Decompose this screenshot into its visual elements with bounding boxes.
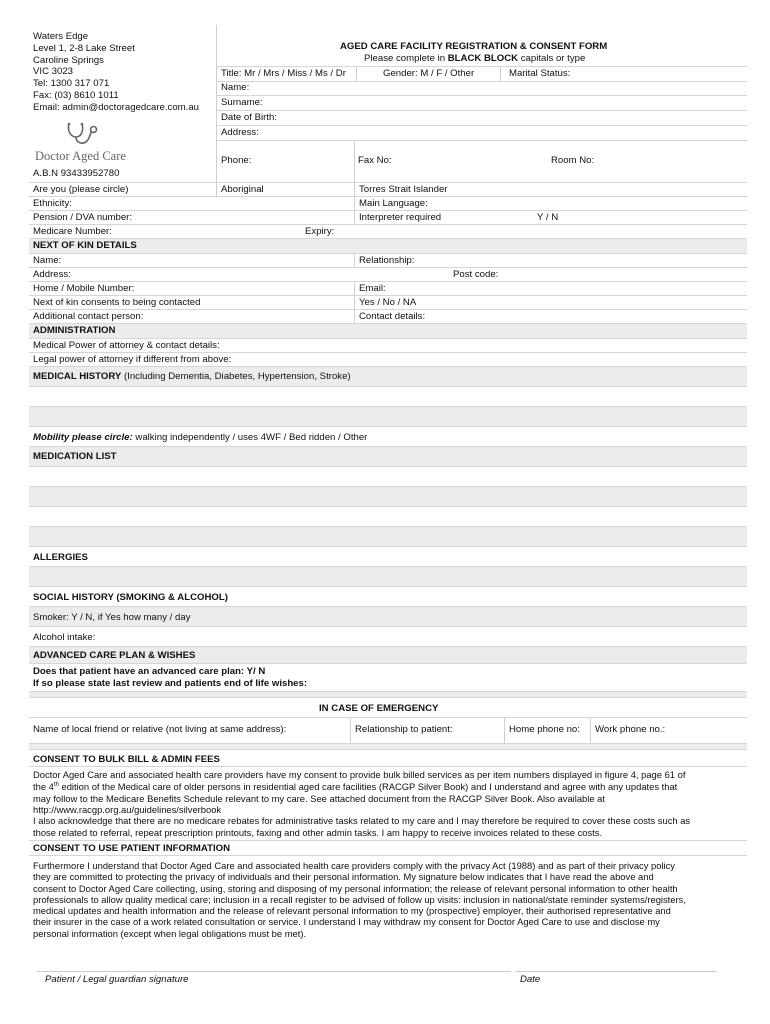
address-line: VIC 3023 [33,66,74,78]
logo-text: Doctor Aged Care [35,149,126,163]
address-line: Level 1, 2-8 Lake Street [33,42,135,54]
nok-postcode-field[interactable]: Post code: [453,269,499,280]
medical-history-heading: MEDICAL HISTORY (Including Dementia, Diabetes, Hypertension, Stroke) [33,371,351,382]
nok-consent-label: Next of kin consents to being contacted [33,297,201,308]
silverbook-link[interactable]: http://www.racgp.org.au/guidelines/silverbook [33,804,222,816]
room-field[interactable]: Room No: [551,155,595,166]
torres-strait-option[interactable]: Torres Strait Islander [359,184,448,195]
consent-info-heading: CONSENT TO USE PATIENT INFORMATION [33,842,231,854]
form-title: AGED CARE FACILITY REGISTRATION & CONSENT FORM [340,41,608,52]
medical-history-line[interactable] [29,407,747,427]
emergency-home-phone-field[interactable]: Home phone no: [509,724,580,735]
pension-dva-field[interactable]: Pension / DVA number: [33,212,133,223]
signature-line[interactable] [37,971,511,972]
medication-line[interactable] [29,467,747,487]
fax-line: Fax: (03) 8610 1011 [33,89,119,101]
abn: A.B.N 93433952780 [33,168,120,179]
consent-bulk-bill-heading: CONSENT TO BULK BILL & ADMIN FEES [33,754,220,765]
main-language-field[interactable]: Main Language: [359,198,428,209]
phone-field[interactable]: Phone: [221,155,252,166]
title-field[interactable]: Title: Mr / Mrs / Miss / Ms / Dr [221,68,346,79]
date-line[interactable] [515,971,717,972]
contact-details-field[interactable]: Contact details: [359,311,426,322]
nok-name-field[interactable]: Name: [33,255,62,266]
smoker-field[interactable]: Smoker: Y / N, if Yes how many / day [33,612,191,623]
emergency-name-field[interactable]: Name of local friend or relative (not living at same address): [33,724,287,735]
gender-field[interactable]: Gender: M / F / Other [383,68,475,79]
medication-list-heading: MEDICATION LIST [33,451,117,462]
practice-address [33,31,199,114]
medication-line[interactable] [29,527,747,547]
nok-email-field[interactable]: Email: [359,283,386,294]
social-history-heading: SOCIAL HISTORY (SMOKING & ALCOHOL) [33,592,228,603]
ethnicity-field[interactable]: Ethnicity: [33,198,72,209]
name-field[interactable]: Name: [221,82,250,93]
marital-status-field[interactable]: Marital Status: [509,68,571,79]
end-of-life-wishes-question[interactable]: If so please state last review and patients end of life wishes: [33,678,308,689]
interpreter-label: Interpreter required [359,212,442,223]
administration-heading: ADMINISTRATION [33,325,116,336]
medical-history-line[interactable] [29,387,747,407]
stethoscope-logo-icon [65,121,101,147]
address-line: Caroline Springs [33,54,104,66]
date-label: Date [520,973,541,985]
header-block [29,25,747,183]
nok-phone-field[interactable]: Home / Mobile Number: [33,283,135,294]
surname-field[interactable]: Surname: [221,97,263,108]
emergency-relationship-field[interactable]: Relationship to patient: [355,724,453,735]
form-subtitle: Please complete in BLACK BLOCK capitals or type [364,53,586,64]
next-of-kin-heading: NEXT OF KIN DETAILS [33,240,137,251]
email-line: Email: admin@doctoragedcare.com.au [33,101,199,113]
phone-line: Tel: 1300 317 071 [33,78,110,90]
medication-line[interactable] [29,487,747,507]
emergency-work-phone-field[interactable]: Work phone no.: [595,724,666,735]
aboriginal-option[interactable]: Aboriginal [221,184,264,195]
additional-contact-field[interactable]: Additional contact person: [33,311,144,322]
mobility-field[interactable]: Mobility please circle: walking independently / uses 4WF / Bed ridden / Other [33,432,368,443]
dob-field[interactable]: Date of Birth: [221,112,277,123]
signature-block [29,943,747,989]
fax-field[interactable]: Fax No: [358,155,392,166]
medical-poa-field[interactable]: Medical Power of attorney & contact details: [33,340,220,351]
emergency-heading: IN CASE OF EMERGENCY [319,703,439,714]
are-you-label: Are you (please circle) [33,184,129,195]
medication-line[interactable] [29,507,747,527]
nok-address-field[interactable]: Address: [33,269,71,280]
address-line: Waters Edge [33,31,89,42]
nok-consent-options[interactable]: Yes / No / NA [359,297,417,308]
consent-info-text: Furthermore I understand that Doctor Aged Care and associated health care providers comply with the privacy Act (1988) and as part of their privacy policy they are committed to protecting the privacy of individuals and their personal information. My signature below indicates that I have read the above and consent to Doctor Aged Care collecting, using, storing and disposing of my personal information; the release of relevant personal information to other health professionals to allow quality medical care; inclusion in a recall register to be advised of follow up visits: inclusion in national/state reminder systems/registers, medical updates and health information and the release of relevant personal information to my (prospective) employer, their authorised representative and their insurer in the case of a work related consultation or service. I understand I may withdraw my consent for Doctor Aged Care to use and disclose my personal information (except when legal obligations must be met). [33,859,686,939]
allergies-line[interactable] [29,567,747,587]
registration-form [29,25,747,989]
legal-poa-field[interactable]: Legal power of attorney if different from above: [33,354,232,365]
medicare-field[interactable]: Medicare Number: [33,226,112,237]
alcohol-field[interactable]: Alcohol intake: [33,632,96,643]
advanced-care-plan-question[interactable]: Does that patient have an advanced care plan: Y/ N [33,666,266,677]
nok-relationship-field[interactable]: Relationship: [359,255,415,266]
address-field[interactable]: Address: [221,127,259,138]
consent-bulk-bill-text: Doctor Aged Care and associated health care providers have my consent to provide bulk billed services as per item numbers displayed in figure 4, page 61 of the 4th edition of the Medical care of older persons in residential aged care facilities (RACGP Silver Book) and I understand and agree with any updates that may follow to the Medicare Benefits Schedule relevant to my care. See attached document from the RACGP Silver Book. Also available at http://www.racgp.org.au/guidelines/silverbook I also acknowledge that there are no medicare rebates for administrative tasks related to my care and I may therefore be required to cover these costs such as those related to referral, repeat prescription printouts, faxing and other admin tasks. I am happy to receive invoices related to these costs. [29,767,747,841]
advanced-care-heading: ADVANCED CARE PLAN & WISHES [33,650,196,661]
expiry-field[interactable]: Expiry: [305,226,335,237]
allergies-heading: ALLERGIES [33,552,88,563]
interpreter-yn[interactable]: Y / N [537,212,559,223]
signature-label: Patient / Legal guardian signature [45,973,189,985]
